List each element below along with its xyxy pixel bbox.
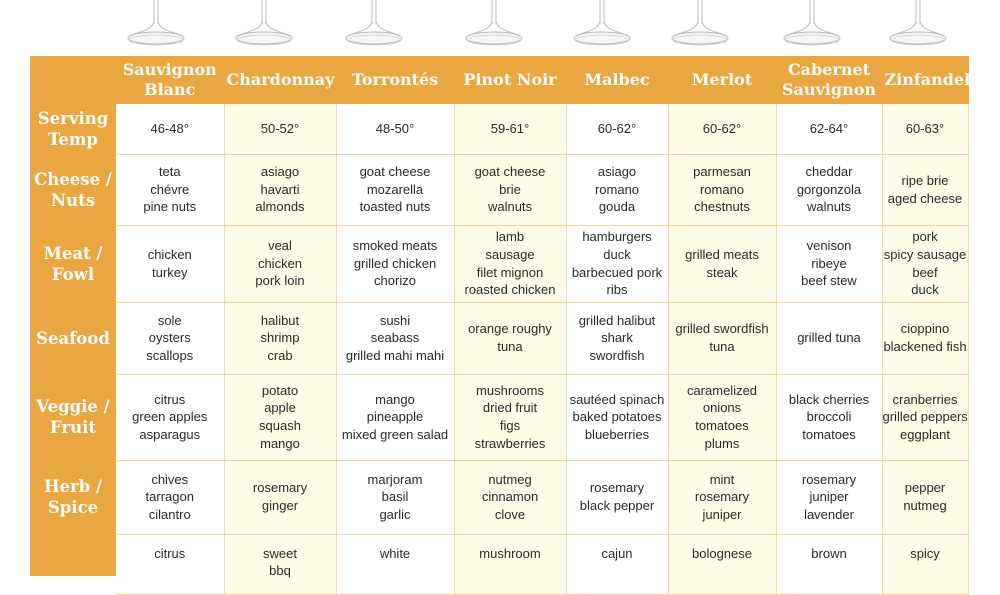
pairing-item: shrimp bbox=[260, 330, 300, 346]
pairing-item: nutmeg bbox=[903, 498, 947, 513]
pairing-item: figs bbox=[499, 418, 521, 433]
wine-glass-icon bbox=[886, 0, 950, 50]
pairing-cell bbox=[224, 154, 336, 225]
pairing-item: seabass bbox=[370, 330, 420, 346]
pairing-item: ribeye bbox=[811, 255, 847, 271]
pairing-item: baked potatoes bbox=[572, 409, 662, 425]
wine-glass-icon bbox=[342, 0, 406, 50]
pairing-cell bbox=[668, 225, 776, 302]
wine-header: Chardonnay bbox=[224, 56, 336, 104]
pairing-item: barbecued pork bbox=[571, 264, 663, 280]
pairing-cell bbox=[566, 225, 668, 302]
pairing-item: bbq bbox=[269, 563, 291, 579]
pairing-item: sole bbox=[157, 312, 182, 328]
pairing-item: blackened fish bbox=[883, 339, 967, 354]
pairing-item: duck bbox=[911, 282, 939, 298]
pairing-item: grilled chicken bbox=[353, 255, 437, 271]
pairing-item: pepper bbox=[904, 480, 946, 496]
pairing-item: rosemary bbox=[589, 480, 645, 496]
pairing-item: aged cheese bbox=[887, 190, 963, 206]
pairing-item: cioppino bbox=[900, 321, 950, 337]
category-label: Herb / Spice bbox=[43, 477, 103, 517]
pairing-item: mint bbox=[709, 471, 735, 487]
pairing-cell bbox=[454, 104, 566, 154]
wine-header: Merlot bbox=[668, 56, 776, 104]
pairing-item: brie bbox=[499, 181, 521, 197]
pairing-item: swordfish bbox=[589, 347, 645, 363]
pairing-item: pine nuts bbox=[143, 199, 197, 215]
pairing-cell bbox=[336, 534, 454, 594]
pairing-item: hamburgers bbox=[582, 229, 652, 245]
pairing-item: mushrooms bbox=[476, 382, 544, 398]
pairing-item: grilled swordfish bbox=[675, 321, 769, 337]
pairing-item: citrus bbox=[154, 391, 186, 407]
pairing-cell bbox=[668, 460, 776, 534]
pairing-item: tuna bbox=[497, 339, 523, 354]
pairing-item: veal bbox=[268, 238, 292, 254]
pairing-item: chorizo bbox=[374, 273, 416, 289]
pairing-cell bbox=[668, 302, 776, 374]
pairing-item: 60-62° bbox=[702, 120, 742, 136]
pairing-cell bbox=[454, 225, 566, 302]
pairing-item: chévre bbox=[150, 181, 190, 197]
pairing-cell bbox=[566, 154, 668, 225]
pairing-table bbox=[30, 56, 969, 595]
pairing-item: grilled tuna bbox=[797, 330, 861, 346]
pairing-cell bbox=[668, 154, 776, 225]
category-label: Veggie / Fruit bbox=[36, 397, 110, 437]
pairing-cell bbox=[116, 225, 224, 302]
pairing-item: goat cheese bbox=[474, 164, 546, 180]
wine-glass-icon bbox=[462, 0, 526, 50]
pairing-cell bbox=[224, 104, 336, 154]
wine-glass-row bbox=[0, 0, 1000, 52]
pairing-item: turkey bbox=[152, 264, 188, 280]
pairing-item: cajun bbox=[601, 545, 633, 561]
pairing-body bbox=[30, 104, 968, 594]
pairing-item: black cherries bbox=[788, 391, 870, 407]
pairing-cell bbox=[336, 104, 454, 154]
pairing-item: spicy bbox=[910, 545, 940, 561]
category-label bbox=[30, 534, 116, 594]
pairing-item: clove bbox=[494, 506, 526, 522]
pairing-cell bbox=[336, 225, 454, 302]
pairing-cell bbox=[882, 302, 968, 374]
pairing-item: brown bbox=[811, 545, 847, 561]
pairing-item: ribs bbox=[606, 282, 628, 298]
pairing-item: tomatoes bbox=[695, 418, 749, 433]
pairing-item: grilled peppers bbox=[882, 409, 968, 425]
pairing-cell bbox=[336, 154, 454, 225]
pairing-cell bbox=[454, 154, 566, 225]
pairing-cell bbox=[454, 460, 566, 534]
pairing-item: beef stew bbox=[801, 273, 857, 289]
pairing-item: steak bbox=[706, 264, 738, 280]
category-label: Meat / Fowl bbox=[43, 243, 103, 284]
pairing-item: ripe brie bbox=[901, 172, 949, 188]
pairing-item: mozarella bbox=[366, 181, 424, 197]
category-row bbox=[30, 225, 968, 302]
pairing-cell bbox=[116, 104, 224, 154]
pairing-cell bbox=[776, 534, 882, 594]
pairing-item: garlic bbox=[379, 506, 411, 522]
pairing-cell bbox=[336, 460, 454, 534]
pairing-item: 62-64° bbox=[809, 120, 849, 136]
pairing-item: plums bbox=[704, 435, 740, 451]
category-row bbox=[30, 154, 968, 225]
pairing-item: 60-63° bbox=[905, 120, 945, 136]
pairing-item: strawberries bbox=[474, 435, 546, 451]
pairing-item: walnuts bbox=[806, 199, 852, 215]
pairing-item: mango bbox=[375, 391, 415, 407]
pairing-item: lavender bbox=[804, 506, 854, 522]
pairing-item: romano bbox=[594, 181, 640, 197]
category-label: Cheese / Nuts bbox=[34, 169, 112, 210]
pairing-item: juniper bbox=[809, 489, 849, 505]
wine-header: Torrontés bbox=[336, 56, 454, 104]
pairing-item: chicken bbox=[257, 255, 303, 271]
pairing-item: 50-52° bbox=[260, 120, 300, 136]
wine-glass-icon bbox=[232, 0, 296, 50]
wine-header: Cabernet Sauvignon bbox=[776, 56, 882, 104]
pairing-cell bbox=[882, 225, 968, 302]
pairing-cell bbox=[454, 374, 566, 460]
pairing-item: cranberries bbox=[892, 391, 958, 407]
pairing-cell bbox=[336, 302, 454, 374]
pairing-cell bbox=[566, 460, 668, 534]
pairing-item: beef bbox=[912, 264, 938, 280]
pairing-item: asiago bbox=[597, 164, 637, 180]
pairing-item: sautéed spinach bbox=[569, 391, 665, 407]
pairing-item: grilled meats bbox=[685, 246, 759, 262]
pairing-cell bbox=[224, 374, 336, 460]
pairing-item: caramelized bbox=[686, 382, 758, 398]
pairing-item: 59-61° bbox=[490, 120, 530, 136]
pairing-item: chestnuts bbox=[694, 199, 750, 215]
pairing-item: mango bbox=[260, 435, 300, 451]
pairing-cell bbox=[882, 154, 968, 225]
pairing-cell bbox=[116, 302, 224, 374]
pairing-cell bbox=[566, 374, 668, 460]
pairing-item: scallops bbox=[146, 347, 194, 363]
pairing-cell bbox=[224, 225, 336, 302]
pairing-item: halibut bbox=[260, 312, 300, 328]
pairing-item: tomatoes bbox=[802, 426, 856, 442]
pairing-item: 46-48° bbox=[150, 120, 189, 136]
pairing-item: potato bbox=[261, 382, 299, 398]
pairing-item: havarti bbox=[260, 181, 300, 197]
pairing-item: white bbox=[379, 545, 411, 561]
pairing-cell bbox=[224, 460, 336, 534]
pairing-item: rosemary bbox=[252, 480, 308, 496]
pairing-item: sweet bbox=[263, 545, 297, 561]
pairing-item: pineapple bbox=[366, 409, 424, 425]
pairing-item: broccoli bbox=[806, 409, 852, 425]
wine-glass-icon bbox=[124, 0, 188, 50]
pairing-item: nutmeg bbox=[488, 471, 532, 487]
wine-pairing-chart bbox=[30, 56, 971, 579]
pairing-cell bbox=[882, 534, 968, 594]
pairing-item: 60-62° bbox=[597, 120, 637, 136]
pairing-item: gouda bbox=[598, 199, 636, 215]
pairing-item: cinnamon bbox=[481, 489, 539, 505]
pairing-item: roasted chicken bbox=[464, 282, 556, 298]
wine-glass-icon bbox=[570, 0, 634, 50]
header-corner bbox=[30, 56, 116, 104]
pairing-item: ginger bbox=[261, 498, 299, 513]
pairing-cell bbox=[566, 534, 668, 594]
pairing-item: black pepper bbox=[579, 498, 655, 513]
pairing-item: shark bbox=[601, 330, 633, 346]
pairing-item: asparagus bbox=[139, 426, 201, 442]
pairing-item: basil bbox=[381, 489, 409, 505]
category-row bbox=[30, 374, 968, 460]
pairing-item: squash bbox=[259, 418, 301, 433]
pairing-item: marjoram bbox=[367, 471, 423, 487]
pairing-item: apple bbox=[264, 400, 296, 416]
pairing-item: sushi bbox=[379, 312, 411, 328]
pairing-cell bbox=[454, 302, 566, 374]
pairing-item: crab bbox=[267, 347, 293, 363]
pairing-item: juniper bbox=[702, 506, 742, 522]
category-label: Seafood bbox=[36, 328, 110, 348]
pairing-item: pork bbox=[912, 229, 938, 245]
wine-glass-icon bbox=[780, 0, 844, 50]
pairing-item: toasted nuts bbox=[359, 199, 431, 215]
pairing-item: mixed green salad bbox=[341, 426, 449, 442]
pairing-item: almonds bbox=[255, 199, 305, 215]
pairing-item: spicy sausage bbox=[883, 246, 967, 262]
pairing-cell bbox=[116, 374, 224, 460]
wine-header: Malbec bbox=[566, 56, 668, 104]
pairing-cell bbox=[116, 534, 224, 594]
pairing-item: orange roughy bbox=[468, 321, 552, 337]
pairing-item: chicken bbox=[147, 246, 192, 262]
pairing-cell bbox=[776, 225, 882, 302]
pairing-item: blueberries bbox=[584, 426, 650, 442]
pairing-item: eggplant bbox=[900, 426, 950, 442]
pairing-cell bbox=[336, 374, 454, 460]
pairing-cell bbox=[116, 460, 224, 534]
pairing-item: citrus bbox=[154, 545, 186, 561]
pairing-item: green apples bbox=[132, 409, 208, 425]
pairing-item: goat cheese bbox=[359, 164, 431, 180]
pairing-item: grilled halibut bbox=[578, 312, 656, 328]
wine-header-row bbox=[30, 56, 968, 104]
pairing-item: onions bbox=[702, 400, 742, 416]
pairing-item: dried fruit bbox=[482, 400, 538, 416]
pairing-item: 48-50° bbox=[375, 120, 415, 136]
category-row bbox=[30, 302, 968, 374]
pairing-item: smoked meats bbox=[352, 238, 438, 254]
pairing-item: teta bbox=[158, 164, 181, 180]
pairing-item: mushroom bbox=[479, 545, 541, 561]
pairing-cell bbox=[668, 374, 776, 460]
pairing-cell bbox=[566, 104, 668, 154]
pairing-item: asiago bbox=[260, 164, 300, 180]
pairing-item: grilled mahi mahi bbox=[345, 347, 445, 363]
pairing-cell bbox=[224, 302, 336, 374]
pairing-cell bbox=[776, 104, 882, 154]
pairing-item: parmesan bbox=[693, 164, 751, 180]
pairing-item: sausage bbox=[485, 246, 535, 262]
pairing-item: venison bbox=[806, 238, 852, 254]
wine-header: Sauvignon Blanc bbox=[116, 56, 224, 104]
pairing-item: lamb bbox=[495, 229, 525, 245]
pairing-cell bbox=[566, 302, 668, 374]
pairing-item: cilantro bbox=[148, 506, 191, 522]
pairing-cell bbox=[224, 534, 336, 594]
pairing-item: rosemary bbox=[694, 489, 750, 505]
pairing-cell bbox=[776, 154, 882, 225]
category-row bbox=[30, 104, 968, 154]
pairing-item: bolognese bbox=[692, 545, 752, 561]
pairing-item: gorgonzola bbox=[796, 181, 862, 197]
pairing-item: pork loin bbox=[255, 273, 305, 289]
pairing-cell bbox=[882, 374, 968, 460]
pairing-item: romano bbox=[699, 181, 745, 197]
pairing-item: filet mignon bbox=[476, 264, 544, 280]
pairing-cell bbox=[454, 534, 566, 594]
pairing-item: oysters bbox=[148, 330, 191, 346]
pairing-cell bbox=[116, 154, 224, 225]
pairing-item: rosemary bbox=[801, 471, 857, 487]
pairing-cell bbox=[882, 460, 968, 534]
category-row bbox=[30, 460, 968, 534]
pairing-item: tarragon bbox=[145, 489, 194, 505]
pairing-item: cheddar bbox=[805, 164, 853, 180]
pairing-cell bbox=[776, 460, 882, 534]
pairing-cell bbox=[882, 104, 968, 154]
wine-header: Zinfandel bbox=[882, 56, 968, 104]
pairing-item: walnuts bbox=[487, 199, 533, 215]
pairing-cell bbox=[776, 302, 882, 374]
pairing-cell bbox=[668, 534, 776, 594]
pairing-item: chives bbox=[151, 471, 189, 487]
wine-glass-icon bbox=[668, 0, 732, 50]
category-label: Serving Temp bbox=[37, 109, 109, 149]
pairing-item: duck bbox=[603, 246, 631, 262]
wine-header: Pinot Noir bbox=[454, 56, 566, 104]
pairing-cell bbox=[776, 374, 882, 460]
category-row bbox=[30, 534, 968, 594]
pairing-item: tuna bbox=[709, 339, 735, 354]
pairing-cell bbox=[668, 104, 776, 154]
